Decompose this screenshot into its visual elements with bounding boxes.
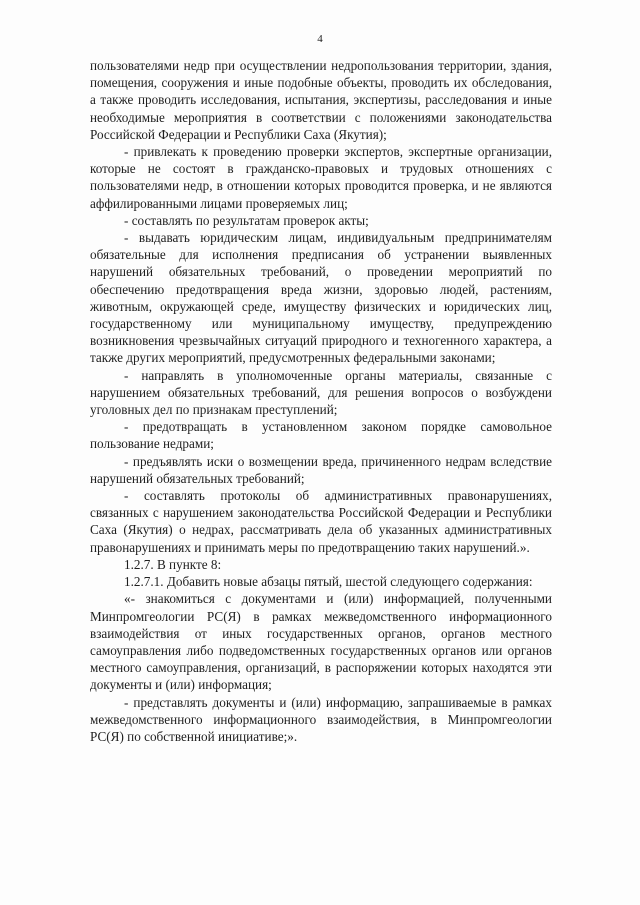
paragraph-file-claims: - предъявлять иски о возмещении вреда, причиненного недрам вследствие нарушений обязательных требований; (90, 453, 552, 486)
page-number: 4 (317, 33, 323, 45)
paragraph-continuation: пользователями недр при осуществлении недропользования территории, здания, помещения, сооружения и иные подобные объекты, проводить их обследования, а также проводить исследования, испытания, экспертизы, расследования и иные необходимые мероприятия в соответствии с положениями законодательства Российской Федерации и Республики Саха (Якутия); (90, 58, 552, 142)
paragraph-send-materials: - направлять в уполномоченные органы материалы, связанные с нарушением обязательных требований, для решения вопросов о возбуждени уголовных дел по признакам преступлений; (90, 367, 552, 418)
paragraph-clause-1-2-7-1: 1.2.7.1. Добавить новые абзацы пятый, шестой следующего содержания: (124, 574, 533, 590)
paragraph-draw-up-acts: - составлять по результатам проверок акты; (124, 212, 369, 228)
paragraph-issue-orders: - выдавать юридическим лицам, индивидуальным предпринимателям обязательные для исполнения предписания об устранении выявленных нарушений обязательных требований, о проведении мероприятий по обеспечению предотвращения вреда жизни, здоровью людей, растениям, животным, окружающей среде, имуществу физических и юридических лиц, государственному или муниципальному имуществу, предупреждению возникновения чрезвычайных ситуаций природного и техногенного характера, а также других мероприятий, предусмотренных федеральными законами; (90, 230, 552, 366)
paragraph-draw-up-protocols: - составлять протоколы об административных правонарушениях, связанных с нарушением законодательства Российской Федерации и Республики Саха (Якутия) о недрах, рассматривать дела об указанных административных правонарушениях и принимать меры по предотвращению таких нарушений.». (90, 488, 552, 555)
paragraph-review-documents: «- знакомиться с документами и (или) информацией, полученными Минпромгеологии РС(Я) в рамках межведомственного информационного взаимодействия от иных государственных органов, органов местного самоуправления либо подведомственных государственных органов или органов местного самоуправления, организаций, в распоряжении которых находятся эти документы и (или) информация; (90, 591, 552, 693)
paragraph-clause-1-2-7: 1.2.7. В пункте 8: (124, 556, 222, 572)
paragraph-engage-experts: - привлекать к проведению проверки экспертов, экспертные организации, которые не состоят в гражданско-правовых и трудовых отношениях с пользователями недр, в отношении которых проводится проверка, и не являются аффилированными лицами проверяемых лиц; (90, 144, 552, 211)
document-body (90, 57, 552, 745)
paragraph-prevent-unauthorized-use: - предотвращать в установленном законом порядке самовольное пользование недрами; (90, 419, 552, 452)
paragraph-submit-documents: - представлять документы и (или) информацию, запрашиваемые в рамках межведомственного информационного взаимодействия, в Минпромгеологии РС(Я) по собственной инициативе;». (90, 694, 552, 744)
